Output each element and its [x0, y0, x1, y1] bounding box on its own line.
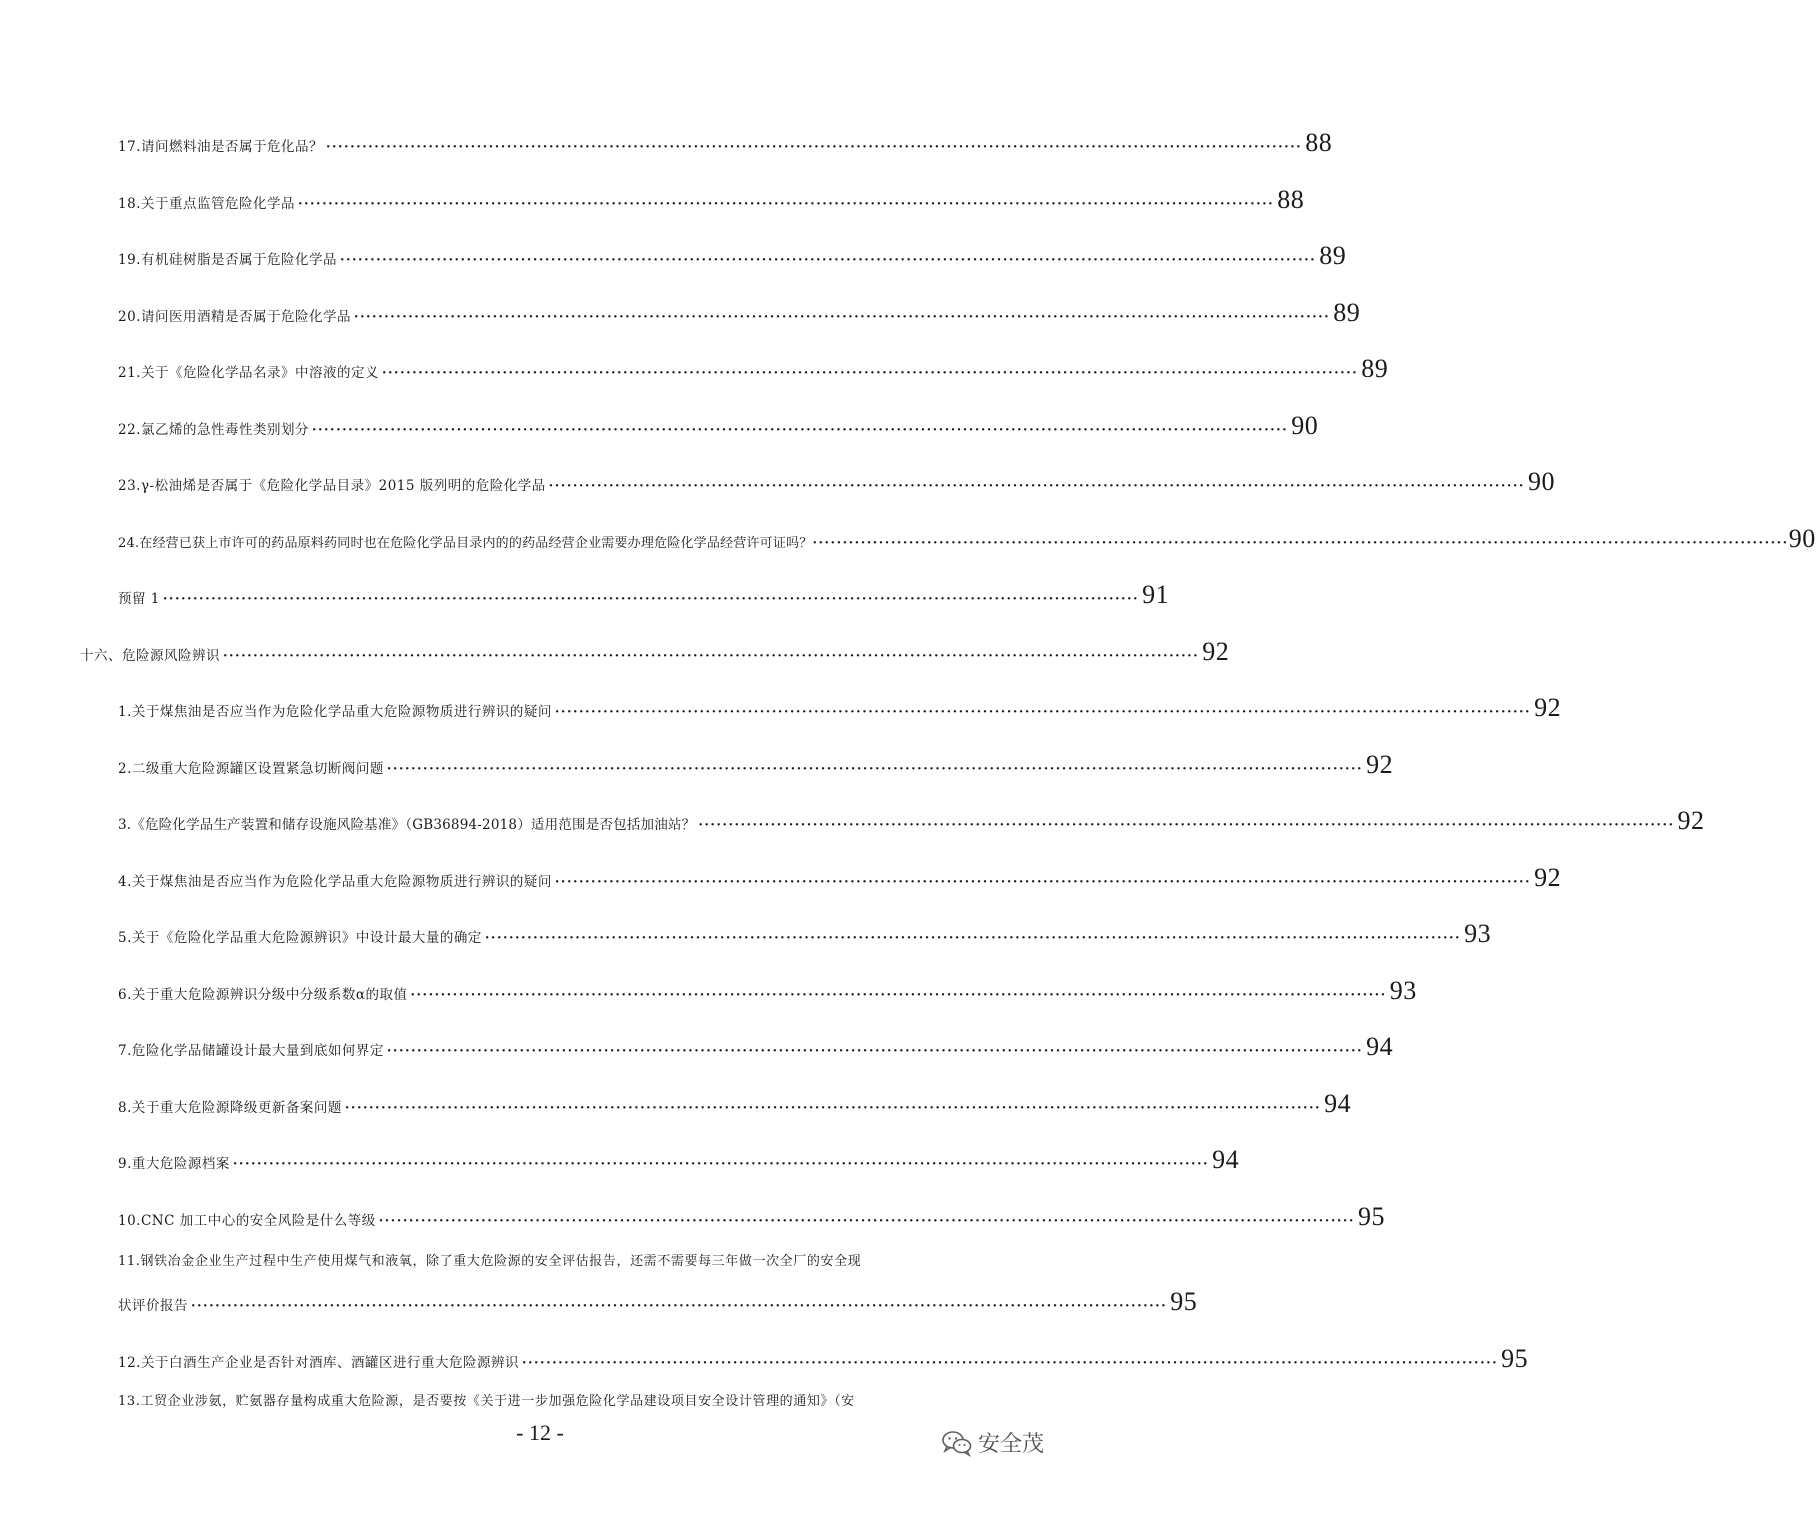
- toc-entry-title: 2.二级重大危险源罐区设置紧急切断阀问题: [118, 761, 384, 777]
- toc-entry-title: 24.在经营已获上市许可的药品原料药同时也在危险化学品目录内的的药品经营企业需要办理危险化学品经营许可证吗？: [118, 536, 813, 551]
- toc-entry[interactable]: [118, 1145, 1240, 1174]
- toc-entry-title: 3.《危险化学品生产装置和储存设施风险基准》（GB36894-2018）适用范围是否包括加油站？: [118, 817, 696, 833]
- toc-entry-title: 9.重大危险源档案: [118, 1156, 230, 1172]
- toc-entry[interactable]: [118, 1202, 1385, 1231]
- watermark-text: 安全茂: [977, 1432, 1044, 1457]
- toc-entry[interactable]: [118, 976, 1417, 1005]
- toc-entry-page: 92: [1534, 693, 1562, 722]
- leader-dots: ··································································································································································: [353, 310, 1331, 325]
- toc-entry-title: 23.γ-松油烯是否属于《危险化学品目录》2015 版列明的危险化学品: [118, 478, 546, 494]
- leader-dots: ··································································································································································: [554, 875, 1532, 890]
- toc-entry-title: 状评价报告: [118, 1298, 188, 1314]
- leader-dots: ··································································································································································: [311, 423, 1289, 438]
- toc-entry-title: 1.关于煤焦油是否应当作为危险化学品重大危险源物质进行辨识的疑问: [118, 704, 552, 720]
- toc-entry[interactable]: [118, 467, 1555, 496]
- toc-entry-13-line1[interactable]: 13.工贸企业涉氨，贮氨器存量构成重大危险源，是否要按《关于进一步加强危险化学品建设项目安全设计管理的通知》（安: [118, 1394, 855, 1409]
- toc-entry-title: 5.关于《危险化学品重大危险源辨识》中设计最大量的确定: [118, 930, 482, 946]
- toc-entry-page: 91: [1142, 580, 1170, 609]
- leader-dots: ··································································································································································: [344, 1101, 1322, 1116]
- leader-dots: ··································································································································································: [339, 253, 1317, 268]
- wechat-icon: [942, 1430, 972, 1456]
- leader-dots: ··································································································································································: [410, 988, 1387, 1003]
- leader-dots: ··································································································································································: [521, 1356, 1499, 1371]
- toc-entry-page: 90: [1291, 411, 1319, 440]
- toc-entry[interactable]: [118, 1344, 1529, 1373]
- toc-entry[interactable]: [118, 1089, 1352, 1118]
- leader-dots: ··································································································································································: [162, 592, 1140, 607]
- watermark: [942, 1427, 1044, 1458]
- toc-entry-page: 93: [1464, 919, 1492, 948]
- leader-dots: ··································································································································································: [386, 762, 1364, 777]
- toc-entry-page: 95: [1501, 1344, 1529, 1373]
- leader-dots: ··································································································································································: [232, 1157, 1210, 1172]
- toc-entry-title: 19.有机硅树脂是否属于危险化学品: [118, 252, 337, 268]
- toc-section-page: 92: [1202, 637, 1230, 666]
- toc-entry-page: 95: [1357, 1202, 1385, 1231]
- toc-entry-page: 90: [1527, 467, 1555, 496]
- toc-section-heading[interactable]: [80, 637, 1230, 666]
- toc-entry-title: 12.关于白酒生产企业是否针对酒库、酒罐区进行重大危险源辨识: [118, 1355, 519, 1371]
- toc-entry-11-line1[interactable]: 11.钢铁冶金企业生产过程中生产使用煤气和液氧，除了重大危险源的安全评估报告，还需不需要每三年做一次全厂的安全现: [118, 1254, 862, 1269]
- toc-entry-title: 20.请问医用酒精是否属于危险化学品: [118, 309, 351, 325]
- toc-entry-page: 92: [1534, 863, 1562, 892]
- toc-entry-page: 89: [1361, 354, 1389, 383]
- leader-dots: ··································································································································································: [484, 931, 1462, 946]
- leader-dots: ··································································································································································: [378, 1214, 1355, 1229]
- toc-entry-page: 94: [1212, 1145, 1240, 1174]
- toc-entry[interactable]: [118, 863, 1562, 892]
- toc-entry-title: 6.关于重大危险源辨识分级中分级系数α的取值: [118, 987, 408, 1003]
- page-number: - 12 -: [516, 1420, 564, 1445]
- toc-entry[interactable]: [118, 693, 1562, 722]
- toc-section-title: 十六、危险源风险辨识: [80, 648, 220, 664]
- toc-entry[interactable]: [118, 298, 1361, 327]
- toc-entry-title: 17.请问燃料油是否属于危化品？: [118, 139, 323, 155]
- toc-entry-title: 预留 1: [118, 591, 160, 607]
- toc-entry[interactable]: [118, 128, 1333, 157]
- toc-entry[interactable]: [118, 806, 1705, 835]
- toc-entry-title: 10.CNC 加工中心的安全风险是什么等级: [118, 1213, 376, 1229]
- toc-entry-page: 88: [1277, 185, 1305, 214]
- leader-dots: ··································································································································································: [325, 140, 1303, 155]
- leader-dots: ··································································································································································: [191, 1299, 1168, 1314]
- toc-entry-page: 93: [1389, 976, 1417, 1005]
- toc-entry[interactable]: [118, 354, 1389, 383]
- leader-dots: ··································································································································································: [812, 536, 1789, 551]
- leader-dots: ··································································································································································: [386, 1044, 1364, 1059]
- toc-entry-title: 4.关于煤焦油是否应当作为危险化学品重大危险源物质进行辨识的疑问: [118, 874, 552, 890]
- toc-entry-page: 89: [1319, 241, 1347, 270]
- toc-entry-title: 8.关于重大危险源降级更新备案问题: [118, 1100, 342, 1116]
- leader-dots: ··································································································································································: [223, 649, 1200, 664]
- leader-dots: ··································································································································································: [297, 197, 1275, 212]
- toc-entry-title: 22.氯乙烯的急性毒性类别划分: [118, 422, 309, 438]
- toc-entry-title: 7.危险化学品储罐设计最大量到底如何界定: [118, 1043, 384, 1059]
- toc-entry-page: 92: [1677, 806, 1705, 835]
- leader-dots: ··································································································································································: [548, 479, 1525, 494]
- toc-entry-title: 21.关于《危险化学品名录》中溶液的定义: [118, 365, 379, 381]
- toc-entry-title: 18.关于重点监管危险化学品: [118, 196, 295, 212]
- toc-entry-page: 89: [1333, 298, 1361, 327]
- leader-dots: ··································································································································································: [554, 705, 1532, 720]
- toc-entry-page: 94: [1324, 1089, 1352, 1118]
- toc-entry[interactable]: [118, 580, 1170, 609]
- toc-entry-page: 95: [1170, 1287, 1198, 1316]
- leader-dots: ··································································································································································: [698, 818, 1675, 833]
- leader-dots: ··································································································································································: [381, 366, 1359, 381]
- toc-entry[interactable]: [118, 411, 1319, 440]
- toc-entry[interactable]: [118, 919, 1492, 948]
- toc-entry[interactable]: [118, 185, 1305, 214]
- toc-entry-page: 90: [1788, 524, 1816, 553]
- toc-entry-page: 92: [1366, 750, 1394, 779]
- toc-entry[interactable]: [118, 241, 1347, 270]
- toc-entry-page: 94: [1366, 1032, 1394, 1061]
- toc-entry[interactable]: [118, 1287, 1198, 1316]
- toc-entry[interactable]: [118, 524, 1816, 553]
- toc-entry[interactable]: [118, 750, 1394, 779]
- toc-entry-page: 88: [1305, 128, 1333, 157]
- toc-entry[interactable]: [118, 1032, 1394, 1061]
